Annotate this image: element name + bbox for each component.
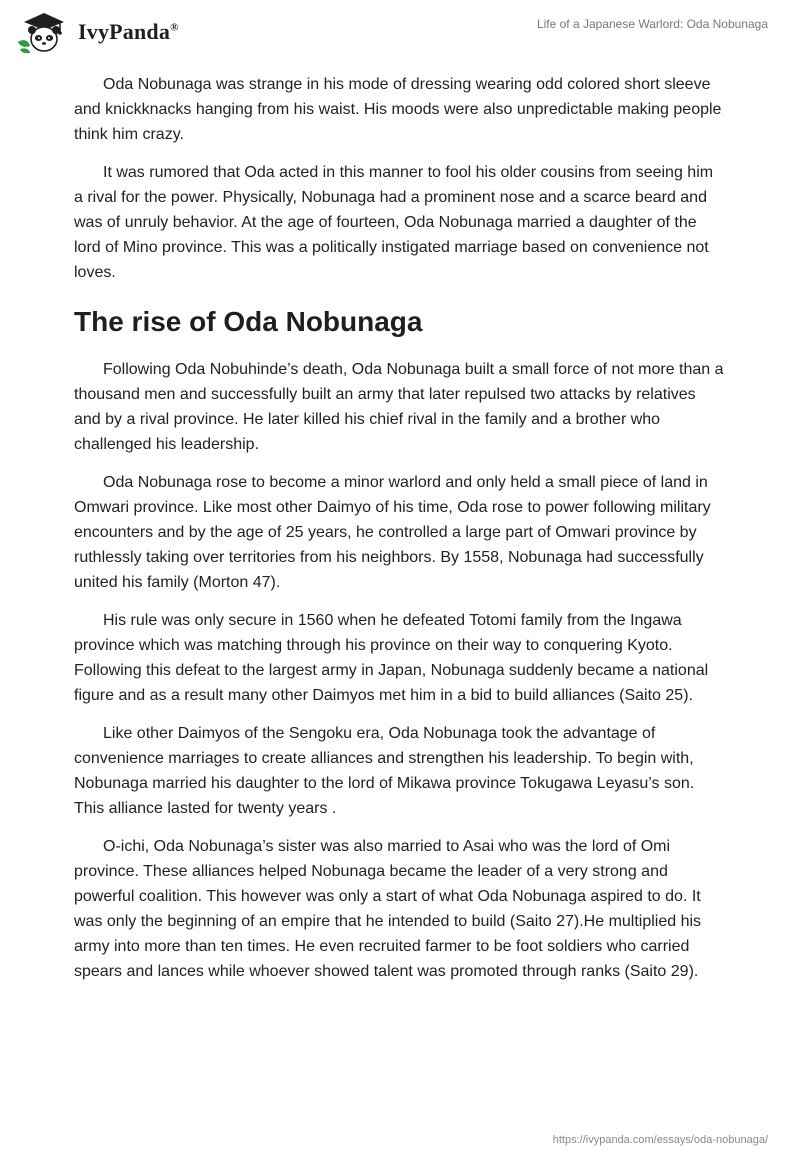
panda-graduate-icon xyxy=(14,10,72,54)
registered-mark: ® xyxy=(170,21,179,34)
paragraph: Following Oda Nobuhinde’s death, Oda Nobunaga built a small force of not more than a thousand men and successfully built an army that later repulsed two attacks by relatives and by a rival province. He later killed his chief rival in the family and a brother who challenged his leadership. xyxy=(74,361,724,453)
section-heading: The rise of Oda Nobunaga xyxy=(74,306,423,337)
brand-name: IvyPanda® xyxy=(78,19,179,44)
paragraph: Like other Daimyos of the Sengoku era, Oda Nobunaga took the advantage of convenience marriages to create alliances and strengthen his leadership. To begin with, Nobunaga married his daughter to the lord of Mikawa province Tokugawa Leyasu’s son. This alliance lasted for twenty years . xyxy=(74,725,695,817)
document-title: Life of a Japanese Warlord: Oda Nobunaga xyxy=(536,17,768,31)
source-url[interactable]: https://ivypanda.com/essays/oda-nobunaga/ xyxy=(552,1134,768,1146)
page-header xyxy=(0,0,800,62)
paragraph: It was rumored that Oda acted in this manner to fool his older cousins from seeing him a rival for the power. Physically, Nobunaga had a prominent nose and a scarce beard and was of unruly behavior. At the age of fourteen, Oda Nobunaga married a daughter of the lord of Mino province. This was a politically instigated marriage based on convenience not loves. xyxy=(74,164,714,281)
paragraph: Oda Nobunaga was strange in his mode of dressing wearing odd colored short sleeve and knickknacks hanging from his waist. His moods were also unpredictable making people think him crazy. xyxy=(74,76,722,143)
paragraph: Oda Nobunaga rose to become a minor warlord and only held a small piece of land in Omwari province. Like most other Daimyo of his time, Oda rose to power following military encounters and by the age of 25 years, he controlled a large part of Omwari province by ruthlessly taking over territories from his neighbors. By 1558, Nobunaga had successfully united his family (Morton 47). xyxy=(74,474,711,591)
paragraph: His rule was only secure in 1560 when he defeated Totomi family from the Ingawa province which was matching through his province on their way to conquering Kyoto. Following this defeat to the largest army in Japan, Nobunaga suddenly became a national figure and as a result many other Daimyos met him in a bid to build alliances (Saito 25). xyxy=(74,612,709,704)
essay-body xyxy=(74,72,724,997)
ivypanda-logo[interactable] xyxy=(14,10,179,54)
paragraph: O-ichi, Oda Nobunaga’s sister was also married to Asai who was the lord of Omi province. These alliances helped Nobunaga became the leader of a very strong and powerful coalition. This however was only a start of what Oda Nobunaga aspired to do. It was only the beginning of an empire that he intended to build (Saito 27).He multiplied his army into more than ten times. He even recruited farmer to be foot soldiers who carried spears and lances while whoever showed talent was promoted through ranks (Saito 29). xyxy=(74,838,702,980)
